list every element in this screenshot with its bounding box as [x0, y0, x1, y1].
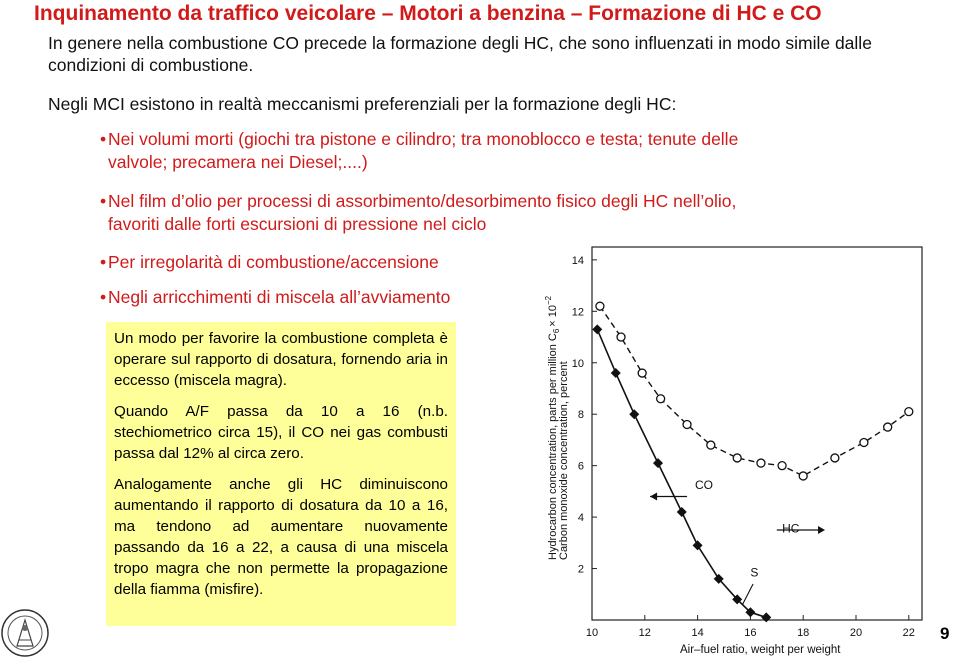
- bullet-text: Nel film d’olio per processi di assorbimento/desorbimento fisico degli HC nell’olio,: [108, 191, 737, 211]
- bullet-icon: •: [100, 287, 107, 307]
- x-tick-label: 14: [691, 627, 704, 639]
- slide-title: Inquinamento da traffico veicolare – Motori a benzina – Formazione di HC e CO: [34, 2, 822, 25]
- stoichiometric-label: S: [750, 565, 759, 580]
- y-axis-label-co: Carbon monoxide concentration, percent: [558, 361, 570, 560]
- bullet-text-cont: favoriti dalle forti escursioni di pressione nel ciclo: [108, 214, 487, 234]
- bullet-text: Nei volumi morti (giochi tra pistone e cilindro; tra monoblocco e testa; tenute delle: [108, 129, 739, 149]
- x-tick-label: 10: [585, 627, 599, 639]
- bullet-text: Per irregolarità di combustione/accensione: [108, 252, 439, 272]
- hc-data-point: [617, 333, 625, 341]
- explanation-paragraph-3: Analogamente anche gli HC diminuiscono aumentando il rapporto di dosatura da 10 a 16, ma tendono ad aumentare nuovamente passando da 16 a 22, a causa di una miscela tropo magra che non permette la propagazione della fiamma (misfire).: [114, 476, 448, 598]
- bullet-icon: •: [100, 129, 107, 149]
- bullet-enrichment: [100, 286, 520, 309]
- hc-data-point: [683, 420, 691, 428]
- x-tick-label: 12: [638, 627, 651, 639]
- hc-data-point: [638, 369, 646, 377]
- hc-data-point: [733, 454, 741, 462]
- co-label: CO: [694, 477, 713, 492]
- x-tick-label: 22: [902, 627, 915, 639]
- hc-data-point: [596, 302, 604, 310]
- x-tick-label: 18: [797, 627, 810, 639]
- y-tick-label: 14: [571, 254, 584, 267]
- bullet-text: Negli arricchimenti di miscela all’avviamento: [108, 287, 451, 307]
- hc-data-point: [707, 441, 715, 449]
- y-tick-label: 10: [571, 357, 584, 370]
- y-tick-label: 2: [577, 563, 584, 576]
- y-tick-label: 4: [577, 512, 584, 525]
- y-tick-label: 12: [571, 306, 584, 319]
- x-axis-label: Air–fuel ratio, weight per weight: [680, 644, 841, 656]
- intro-paragraph: In genere nella combustione CO precede la formazione degli HC, che sono influenzati in modo simile dalle condizioni di combustione.: [48, 33, 872, 75]
- bullet-dead-volumes: [100, 128, 860, 174]
- hc-data-point: [831, 454, 839, 462]
- explanation-paragraph-2: Quando A/F passa da 10 a 16 (n.b. stechiometrico circa 15), il CO nei gas combusti passa dal 12% al circa zero.: [114, 403, 448, 462]
- hc-data-point: [757, 459, 765, 467]
- bullet-text-cont: valvole; precamera nei Diesel;....): [108, 152, 368, 172]
- hc-data-point: [657, 395, 665, 403]
- y-axis-label-hc: Hydrocarbon concentration, parts per million $C_6\times 10^{-2}$: [544, 295, 561, 560]
- explanation-box: [106, 322, 456, 626]
- university-seal-logo: [0, 606, 50, 660]
- hc-data-point: [799, 472, 807, 480]
- explanation-paragraph-1: Un modo per favorire la combustione completa è operare sul rapporto di dosatura, fornendo aria in eccesso (miscela magra).: [114, 330, 448, 389]
- hc-label: HC: [782, 521, 800, 536]
- hc-data-point: [860, 439, 868, 447]
- hc-data-point: [905, 408, 913, 416]
- hc-data-point: [884, 423, 892, 431]
- co-hc-air-fuel-chart: [530, 235, 940, 660]
- bullet-oil-film: [100, 190, 860, 236]
- x-tick-label: 20: [849, 627, 863, 639]
- hc-data-point: [778, 462, 786, 470]
- page-number: 9: [940, 624, 950, 643]
- y-tick-label: 6: [577, 460, 584, 473]
- x-tick-label: 16: [744, 627, 757, 639]
- bullet-irregularity: [100, 251, 520, 274]
- y-tick-label: 8: [577, 409, 584, 422]
- lead-sentence: Negli MCI esistono in realtà meccanismi preferenziali per la formazione degli HC:: [48, 94, 677, 114]
- bullet-icon: •: [100, 191, 107, 211]
- bullet-icon: •: [100, 252, 107, 272]
